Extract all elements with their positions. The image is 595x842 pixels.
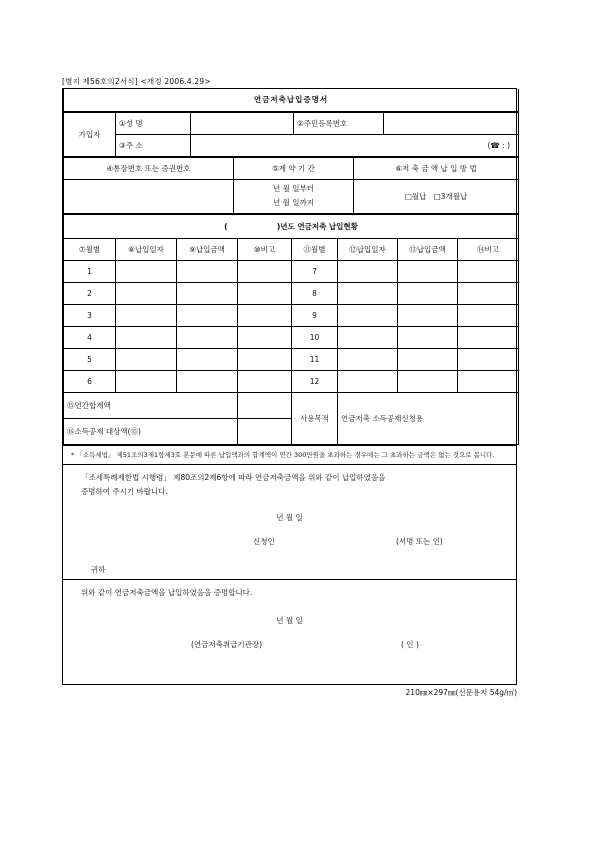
request-text-1: 「조세특례제한법 시행령」 제80조의2제6항에 따라 연금저축금액을 위와 같이 납입하였음을	[81, 472, 386, 482]
id-field[interactable]	[384, 112, 519, 134]
col-month-2: ⑪월별	[292, 238, 338, 260]
month-cell: 6	[64, 370, 116, 392]
col-amount: ⑨납입금액	[177, 238, 238, 260]
subscriber-table	[63, 112, 519, 157]
sign-label: (서명 또는 인)	[396, 536, 443, 546]
account-field[interactable]	[64, 179, 234, 213]
amount-field[interactable]	[177, 282, 238, 304]
purpose-value: 연금저축 소득공제신청용	[338, 392, 519, 444]
amount-field[interactable]	[177, 260, 238, 282]
page-title: 연금저축납입증명서	[64, 89, 519, 111]
amount-field[interactable]	[177, 348, 238, 370]
account-label: ④통장번호 또는 증권번호	[64, 157, 234, 179]
period-from: 년 월 일부터	[273, 184, 314, 193]
month-cell: 4	[64, 326, 116, 348]
name-field[interactable]	[191, 112, 294, 134]
month-cell: 7	[292, 260, 338, 282]
form-header-note: [별지 제56호의2서식] <개정 2006.4.29>	[62, 77, 211, 86]
request-section	[63, 464, 516, 579]
note-field[interactable]	[458, 282, 519, 304]
address-label: ③주 소	[116, 134, 191, 156]
seal-label: ( 인 )	[401, 639, 419, 649]
certify-date: 년 월 일	[276, 615, 303, 625]
period-label: ⑤계 약 기 간	[234, 157, 354, 179]
date-field[interactable]	[338, 370, 398, 392]
note-field[interactable]	[458, 304, 519, 326]
date-field[interactable]	[338, 348, 398, 370]
month-cell: 9	[292, 304, 338, 326]
year-section-title: ( )년도 연금저축 납입현황	[64, 214, 519, 238]
date-field[interactable]	[338, 282, 398, 304]
col-note: ⑩비고	[238, 238, 292, 260]
certify-section	[63, 579, 516, 654]
col-date: ⑧납입일자	[116, 238, 177, 260]
amount-field[interactable]	[398, 304, 458, 326]
table-row	[64, 326, 519, 348]
note-field[interactable]	[458, 348, 519, 370]
monthly-checkbox[interactable]: □월납	[404, 191, 427, 201]
amount-field[interactable]	[398, 326, 458, 348]
col-date-2: ⑫납입일자	[338, 238, 398, 260]
col-note-2: ⑭비고	[458, 238, 519, 260]
note-field[interactable]	[238, 348, 292, 370]
amount-field[interactable]	[398, 260, 458, 282]
month-cell: 1	[64, 260, 116, 282]
name-label: ①성 명	[116, 112, 191, 134]
note-field[interactable]	[238, 326, 292, 348]
issuer-label: (연금저축취급기관장)	[191, 639, 263, 649]
amount-field[interactable]	[177, 326, 238, 348]
month-cell: 10	[292, 326, 338, 348]
amount-field[interactable]	[398, 348, 458, 370]
month-cell: 11	[292, 348, 338, 370]
note-field[interactable]	[238, 304, 292, 326]
note-field[interactable]	[238, 370, 292, 392]
month-cell: 2	[64, 282, 116, 304]
subscriber-group-label: 가입자	[64, 112, 116, 156]
amount-field[interactable]	[177, 304, 238, 326]
table-row	[64, 348, 519, 370]
annual-total-label: ⑮연간합계액	[64, 392, 238, 418]
amount-field[interactable]	[398, 370, 458, 392]
month-cell: 3	[64, 304, 116, 326]
date-field[interactable]	[116, 282, 177, 304]
table-row	[64, 282, 519, 304]
table-row	[64, 260, 519, 282]
note-field[interactable]	[238, 260, 292, 282]
payment-status-table	[63, 214, 519, 445]
table-row	[64, 304, 519, 326]
period-field[interactable]	[234, 179, 354, 213]
method-label: ⑥저 축 금 액 납 입 방 법	[354, 157, 519, 179]
date-field[interactable]	[338, 304, 398, 326]
table-row	[64, 370, 519, 392]
amount-field[interactable]	[398, 282, 458, 304]
month-cell: 8	[292, 282, 338, 304]
deduction-label: ⑯소득공제 대상액(⑮)	[64, 418, 238, 444]
month-cell: 5	[64, 348, 116, 370]
address-field[interactable]	[191, 134, 519, 156]
certify-text: 위와 같이 연금저축금액을 납입하였음을 증명합니다.	[81, 587, 253, 597]
request-date: 년 월 일	[276, 512, 303, 522]
col-amount-2: ⑬납입금액	[398, 238, 458, 260]
form-table	[63, 89, 519, 112]
month-cell: 12	[292, 370, 338, 392]
note-field[interactable]	[458, 260, 519, 282]
date-field[interactable]	[338, 260, 398, 282]
id-label: ②주민등록번호	[294, 112, 384, 134]
contract-table	[63, 157, 519, 214]
col-month: ⑦월별	[64, 238, 116, 260]
date-field[interactable]	[116, 304, 177, 326]
applicant-label: 신청인	[253, 536, 275, 546]
note-field[interactable]	[238, 282, 292, 304]
date-field[interactable]	[116, 370, 177, 392]
note-field[interactable]	[458, 326, 519, 348]
phone-label: (☎ : )	[487, 140, 510, 150]
paper-size: 210㎜×297㎜(신문용지 54g/㎡)	[405, 688, 517, 697]
date-field[interactable]	[338, 326, 398, 348]
footnote: * 「소득세법」 제51조의3제1항제3호 본문에 따른 납입액과의 합계액이 연간 300만원을 초과하는 경우에는 그 초과하는 금액은 없는 것으로 봅니다.	[63, 445, 516, 464]
annual-total-field[interactable]	[238, 392, 292, 418]
amount-field[interactable]	[177, 370, 238, 392]
note-field[interactable]	[458, 370, 519, 392]
method-field	[354, 179, 519, 213]
deduction-field[interactable]	[238, 418, 292, 444]
purpose-label: 사용목적	[292, 392, 338, 444]
period-to: 년 월 일까지	[273, 198, 314, 207]
quarterly-checkbox[interactable]: □3개월납	[433, 191, 468, 201]
date-field[interactable]	[116, 326, 177, 348]
certificate-form	[62, 88, 517, 685]
date-field[interactable]	[116, 260, 177, 282]
date-field[interactable]	[116, 348, 177, 370]
addressee: 귀하	[91, 564, 106, 574]
request-text-2: 증명하여 주시기 바랍니다.	[81, 486, 168, 496]
